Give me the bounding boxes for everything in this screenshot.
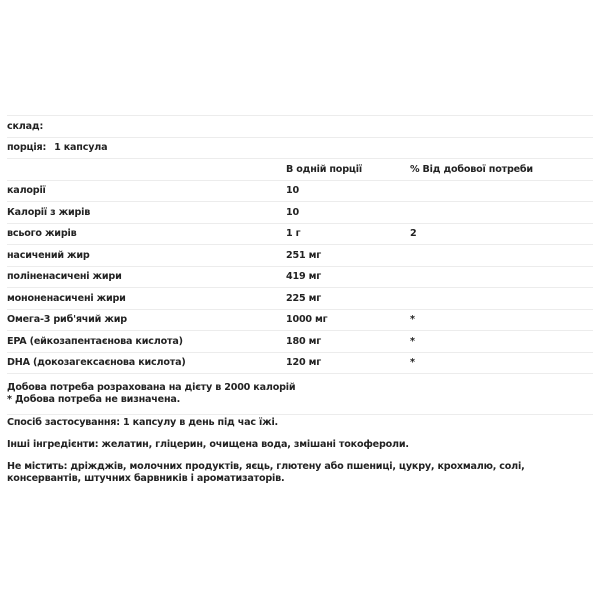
table-row [7, 331, 593, 353]
nutrition-table [7, 115, 593, 415]
nutrient-amount: 419 мг [286, 266, 410, 288]
header-daily-value: % Від добової потреби [410, 159, 593, 181]
header-nutrient [7, 159, 286, 181]
free-from-text: Не містить: дріжджів, молочних продуктів, яєць, глютену або пшениці, цукру, крохмалю, солі, консервантів, штучних барвників і ароматизаторів. [7, 461, 525, 484]
table-header [7, 159, 593, 181]
nutrient-dv: * [410, 331, 593, 353]
footnote-daily-value: Добова потреба розрахована на дієту в 2000 калорій [7, 382, 296, 393]
table-row [7, 180, 593, 202]
nutrient-dv: 2 [410, 223, 593, 245]
table-row [7, 288, 593, 310]
footnote-not-established: * Добова потреба не визначена. [7, 394, 181, 405]
table-row [7, 202, 593, 224]
composition-row [7, 116, 593, 138]
nutrient-amount: 225 мг [286, 288, 410, 310]
nutrient-name: DHA (докозагексаєнова кислота) [7, 352, 286, 374]
footnote-row [7, 374, 593, 415]
nutrient-dv [410, 180, 593, 202]
nutrient-name: всього жирів [7, 223, 286, 245]
nutrient-name: насичений жир [7, 245, 286, 267]
nutrient-amount: 10 [286, 202, 410, 224]
nutrient-name: Калорії з жирів [7, 202, 286, 224]
nutrient-name: мононенасичені жири [7, 288, 286, 310]
nutrient-dv: * [410, 352, 593, 374]
serving-label: порція: [7, 142, 47, 154]
nutrient-dv [410, 288, 593, 310]
nutrient-dv [410, 266, 593, 288]
nutrient-dv [410, 245, 593, 267]
composition-label: склад: [7, 116, 593, 138]
product-notes [7, 412, 593, 485]
table-row [7, 266, 593, 288]
table-row [7, 245, 593, 267]
nutrient-name: калорії [7, 180, 286, 202]
nutrient-amount: 120 мг [286, 352, 410, 374]
nutrient-amount: 251 мг [286, 245, 410, 267]
nutrient-amount: 10 [286, 180, 410, 202]
nutrition-facts [7, 115, 593, 415]
nutrient-amount: 1000 мг [286, 309, 410, 331]
serving-row [7, 137, 593, 159]
other-ingredients-text: Інші інгредієнти: желатин, гліцерин, очищена вода, змішані токофероли. [7, 439, 409, 450]
nutrient-name: Омега-3 риб'ячий жир [7, 309, 286, 331]
header-per-serving: В одній порції [286, 159, 410, 181]
nutrient-amount: 1 г [286, 223, 410, 245]
nutrient-name: EPA (ейкозапентаєнова кислота) [7, 331, 286, 353]
nutrient-amount: 180 мг [286, 331, 410, 353]
serving-value: 1 капсула [54, 142, 108, 154]
table-row [7, 352, 593, 374]
table-row [7, 223, 593, 245]
nutrient-dv: * [410, 309, 593, 331]
table-row [7, 309, 593, 331]
usage-text: Спосіб застосування: 1 капсулу в день під час їжі. [7, 417, 278, 428]
nutrient-dv [410, 202, 593, 224]
nutrient-name: поліненасичені жири [7, 266, 286, 288]
